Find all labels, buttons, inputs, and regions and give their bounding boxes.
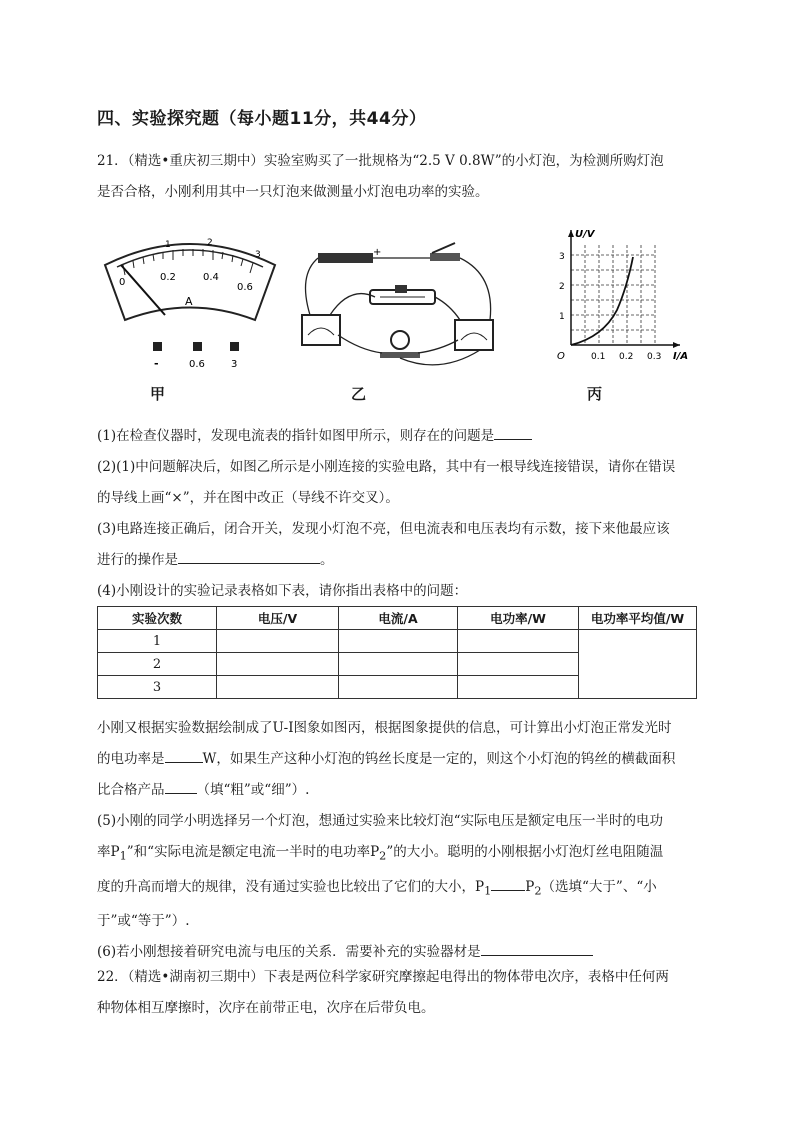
answer-blank-6[interactable] bbox=[481, 941, 593, 956]
dial-unit: A bbox=[185, 295, 193, 308]
figure-row bbox=[95, 225, 705, 415]
terminal-0.6 bbox=[193, 342, 202, 351]
q21-intro-line1: 21．（精选•重庆初三期中）实验室购买了一批规格为“2.5 V 0.8W”的小灯泡，为检测所购灯泡 bbox=[97, 153, 664, 169]
answer-blank-compare[interactable] bbox=[491, 876, 525, 891]
x-tick-0.1: 0.1 bbox=[591, 352, 606, 362]
col-header-power: 电功率/W bbox=[458, 607, 579, 630]
ammeter-dial-figure bbox=[95, 225, 285, 375]
switch-base bbox=[430, 253, 460, 261]
col-header-voltage: 电压/V bbox=[217, 607, 339, 630]
answer-blank-3[interactable] bbox=[178, 549, 320, 564]
q21-part5-line4: 于”或“等于”）. bbox=[97, 913, 190, 930]
q21-graph-line1: 小刚又根据实验数据绘制成了U-I图象如图丙，根据图象提供的信息，可计算出小灯泡正常发光时 bbox=[97, 720, 672, 736]
dial-mark-2: 2 bbox=[207, 238, 213, 248]
dial-label-0.2: 0.2 bbox=[160, 272, 176, 283]
ammeter-box bbox=[302, 315, 340, 345]
answer-blank-thickness[interactable] bbox=[165, 779, 197, 794]
dial-mark-3: 3 bbox=[255, 250, 261, 260]
q21-part2-line1: (2)(1)中问题解决后，如图乙所示是小刚连接的实验电路，其中有一根导线连接错误，请你在错误 bbox=[97, 459, 676, 475]
origin-label: O bbox=[557, 351, 565, 362]
answer-blank-power[interactable] bbox=[165, 748, 203, 763]
y-tick-3: 3 bbox=[559, 252, 565, 262]
dial-label-0.4: 0.4 bbox=[203, 272, 219, 283]
col-header-avg-power: 电功率平均值/W bbox=[579, 607, 697, 630]
terminal-neg bbox=[153, 342, 162, 351]
answer-blank-1[interactable] bbox=[494, 425, 532, 440]
y-axis-label: U/V bbox=[575, 229, 595, 240]
q21-part1: (1)在检查仪器时，发现电流表的指针如图甲所示，则存在的问题是 bbox=[97, 421, 707, 452]
trial-number: 2 bbox=[98, 653, 217, 676]
q22-intro bbox=[97, 962, 707, 1024]
q21-part3-line2: 进行的操作是 。 bbox=[97, 545, 707, 576]
q21-part3-line1: (3)电路连接正确后，闭合开关，发现小灯泡不亮，但电流表和电压表均有示数，接下来他最应该 bbox=[97, 521, 670, 537]
battery-plus-sign: + bbox=[373, 247, 382, 258]
q21-parts-1-4 bbox=[97, 421, 707, 607]
q21-part5-line3: 度的升高而增大的规律，没有通过实验也比较出了它们的大小，$P_1$ $P_2$（选填“大于”、“小 bbox=[97, 872, 707, 907]
section-title: 四、实验探究题（每小题11分，共44分） bbox=[97, 109, 427, 129]
bulb bbox=[391, 331, 409, 349]
voltmeter-box bbox=[455, 320, 493, 350]
q21-part4: (4)小刚设计的实验记录表格如下表，请你指出表格中的问题： bbox=[97, 583, 468, 599]
col-header-current: 电流/A bbox=[339, 607, 458, 630]
circuit-figure bbox=[290, 225, 520, 375]
avg-power-cell bbox=[579, 630, 697, 699]
y-tick-1: 1 bbox=[559, 312, 565, 322]
x-axis-label: I/A bbox=[673, 351, 689, 362]
table-row bbox=[98, 630, 697, 653]
q22-line1: 22．（精选•湖南初三期中）下表是两位科学家研究摩擦起电得出的物体带电次序，表格中任何两 bbox=[97, 969, 669, 985]
battery bbox=[318, 253, 373, 263]
y-tick-2: 2 bbox=[559, 282, 565, 292]
x-tick-0.2: 0.2 bbox=[619, 352, 634, 362]
record-table bbox=[97, 606, 697, 699]
q22-line2: 种物体相互摩擦时，次序在前带正电，次序在后带负电。 bbox=[97, 1000, 435, 1016]
q21-intro bbox=[97, 146, 707, 208]
q21-part5-line2: 率$P_1$”和“实际电流是额定电流一半时的电功率$P_2$”的大小。聪明的小刚根据小灯泡灯丝电阻随温 bbox=[97, 844, 664, 863]
figure-label-yi: 乙 bbox=[351, 385, 367, 403]
trial-number: 1 bbox=[98, 630, 217, 653]
terminal-3 bbox=[230, 342, 239, 351]
figure-label-bing: 丙 bbox=[587, 385, 603, 403]
q21-intro-line2: 是否合格，小刚利用其中一只灯泡来做测量小灯泡电功率的实验。 bbox=[97, 184, 489, 200]
trial-number: 3 bbox=[98, 676, 217, 699]
ui-graph-figure bbox=[545, 225, 705, 375]
q21-parts-after-table bbox=[97, 713, 707, 968]
terminal-label-neg: - bbox=[154, 357, 159, 370]
q21-graph-line2: 的电功率是 W，如果生产这种小灯泡的钨丝长度是一定的，则这个小灯泡的钨丝的横截面积 bbox=[97, 744, 707, 775]
q21-part5-line1: (5)小刚的同学小明选择另一个灯泡，想通过实验来比较灯泡“实际电压是额定电压一半时的电功 bbox=[97, 813, 664, 829]
x-tick-0.3: 0.3 bbox=[647, 352, 662, 362]
terminal-label-3: 3 bbox=[231, 359, 238, 370]
figure-label-jia: 甲 bbox=[150, 385, 166, 403]
q21-part2-line2: 的导线上画“×”，并在图中改正（导线不许交叉）。 bbox=[97, 490, 399, 506]
col-header-trial: 实验次数 bbox=[98, 607, 217, 630]
table-header-row bbox=[98, 607, 697, 630]
q21-graph-line3: 比合格产品 （填“粗”或“细”）. bbox=[97, 775, 707, 806]
q21-part6: (6)若小刚想接着研究电流与电压的关系．需要补充的实验器材是 bbox=[97, 937, 707, 968]
dial-label-0: 0 bbox=[119, 277, 126, 288]
terminal-label-0.6: 0.6 bbox=[189, 359, 205, 370]
dial-label-0.6: 0.6 bbox=[237, 282, 253, 293]
dial-mark-1: 1 bbox=[165, 240, 171, 250]
